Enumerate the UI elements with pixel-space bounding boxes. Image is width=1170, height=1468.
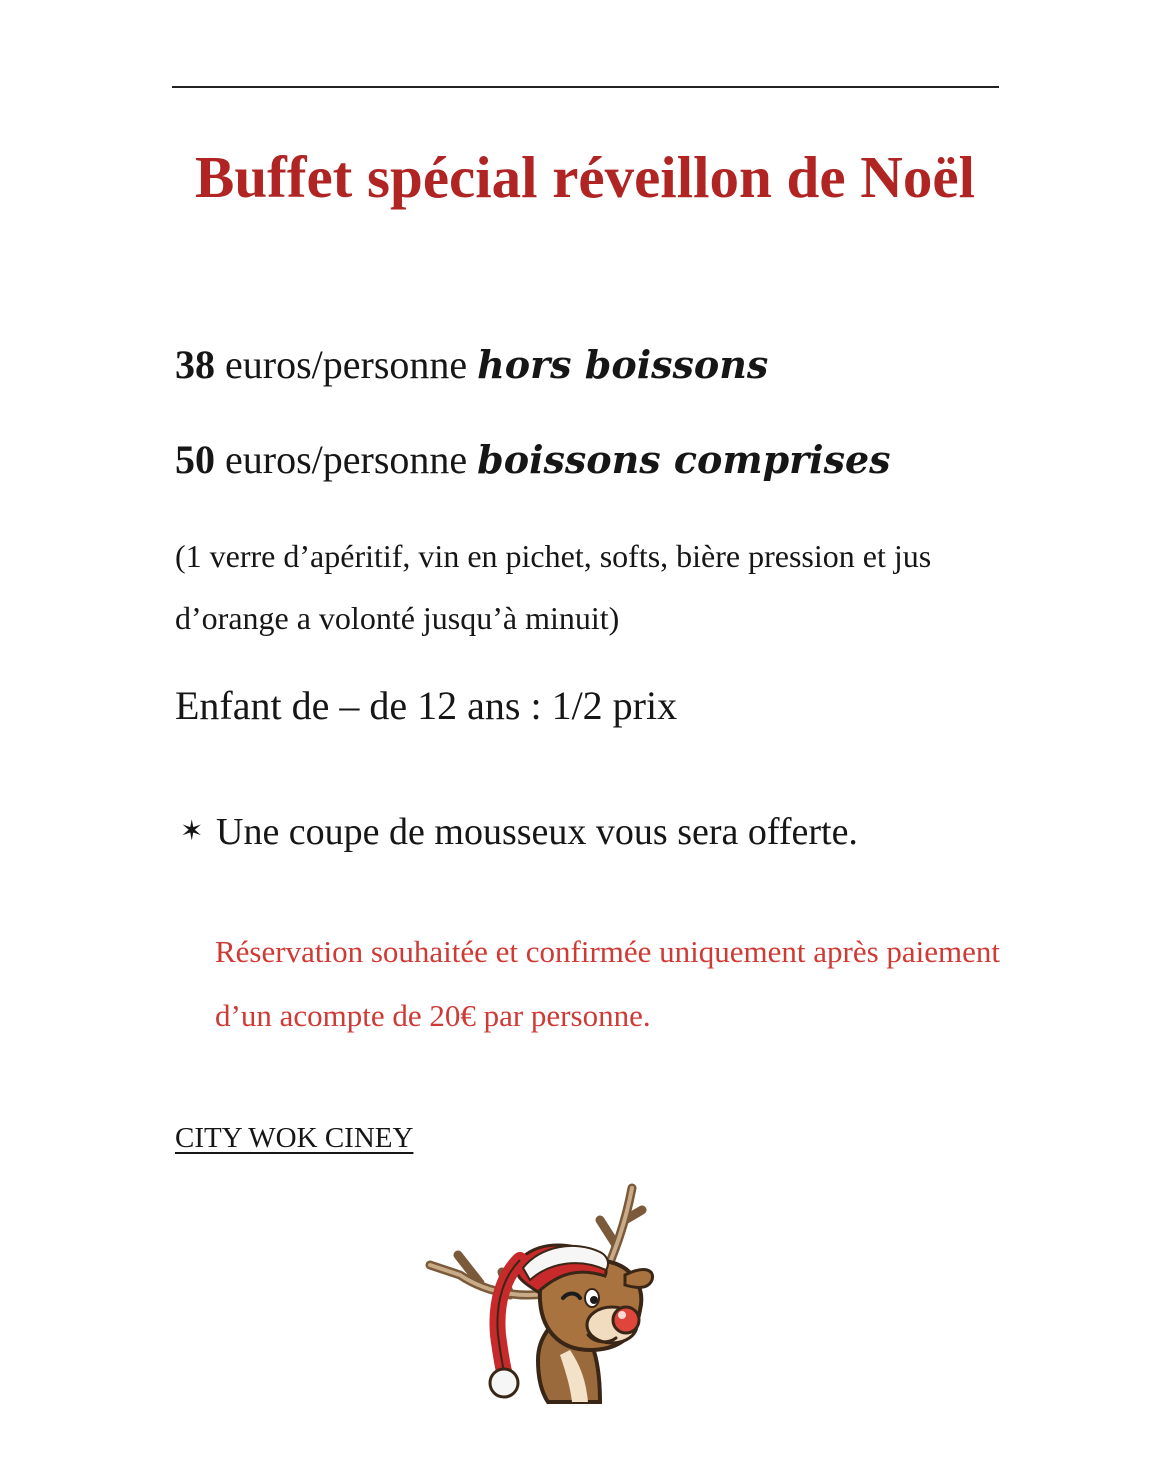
star-icon: ✶: [180, 816, 204, 847]
price-condition: hors boissons: [477, 342, 769, 387]
reindeer-icon: [420, 1180, 660, 1405]
price-line-without-drinks: [175, 340, 768, 390]
price-unit: euros/personne: [215, 437, 478, 482]
price-condition: boissons comprises: [477, 437, 891, 482]
top-divider: [172, 86, 999, 88]
reservation-note: Réservation souhaitée et confirmée uniquement après paiement d’un acompte de 20€ par personne.: [215, 934, 1001, 1033]
drinks-note: (1 verre d’apéritif, vin en pichet, softs, bière pression et jus d’orange a volonté jusqu’à minuit): [175, 538, 932, 636]
offer-text: Une coupe de mousseux vous sera offerte.: [216, 811, 858, 853]
price-line-with-drinks: [175, 435, 891, 485]
price-unit: euros/personne: [215, 342, 478, 387]
page-title: Buffet spécial réveillon de Noël: [195, 144, 975, 210]
restaurant-name: CITY WOK CINEY: [175, 1122, 414, 1154]
offer-line: [180, 806, 858, 858]
price-amount: 38: [175, 342, 215, 387]
child-price: Enfant de – de 12 ans : 1/2 prix: [175, 683, 678, 728]
price-amount: 50: [175, 437, 215, 482]
